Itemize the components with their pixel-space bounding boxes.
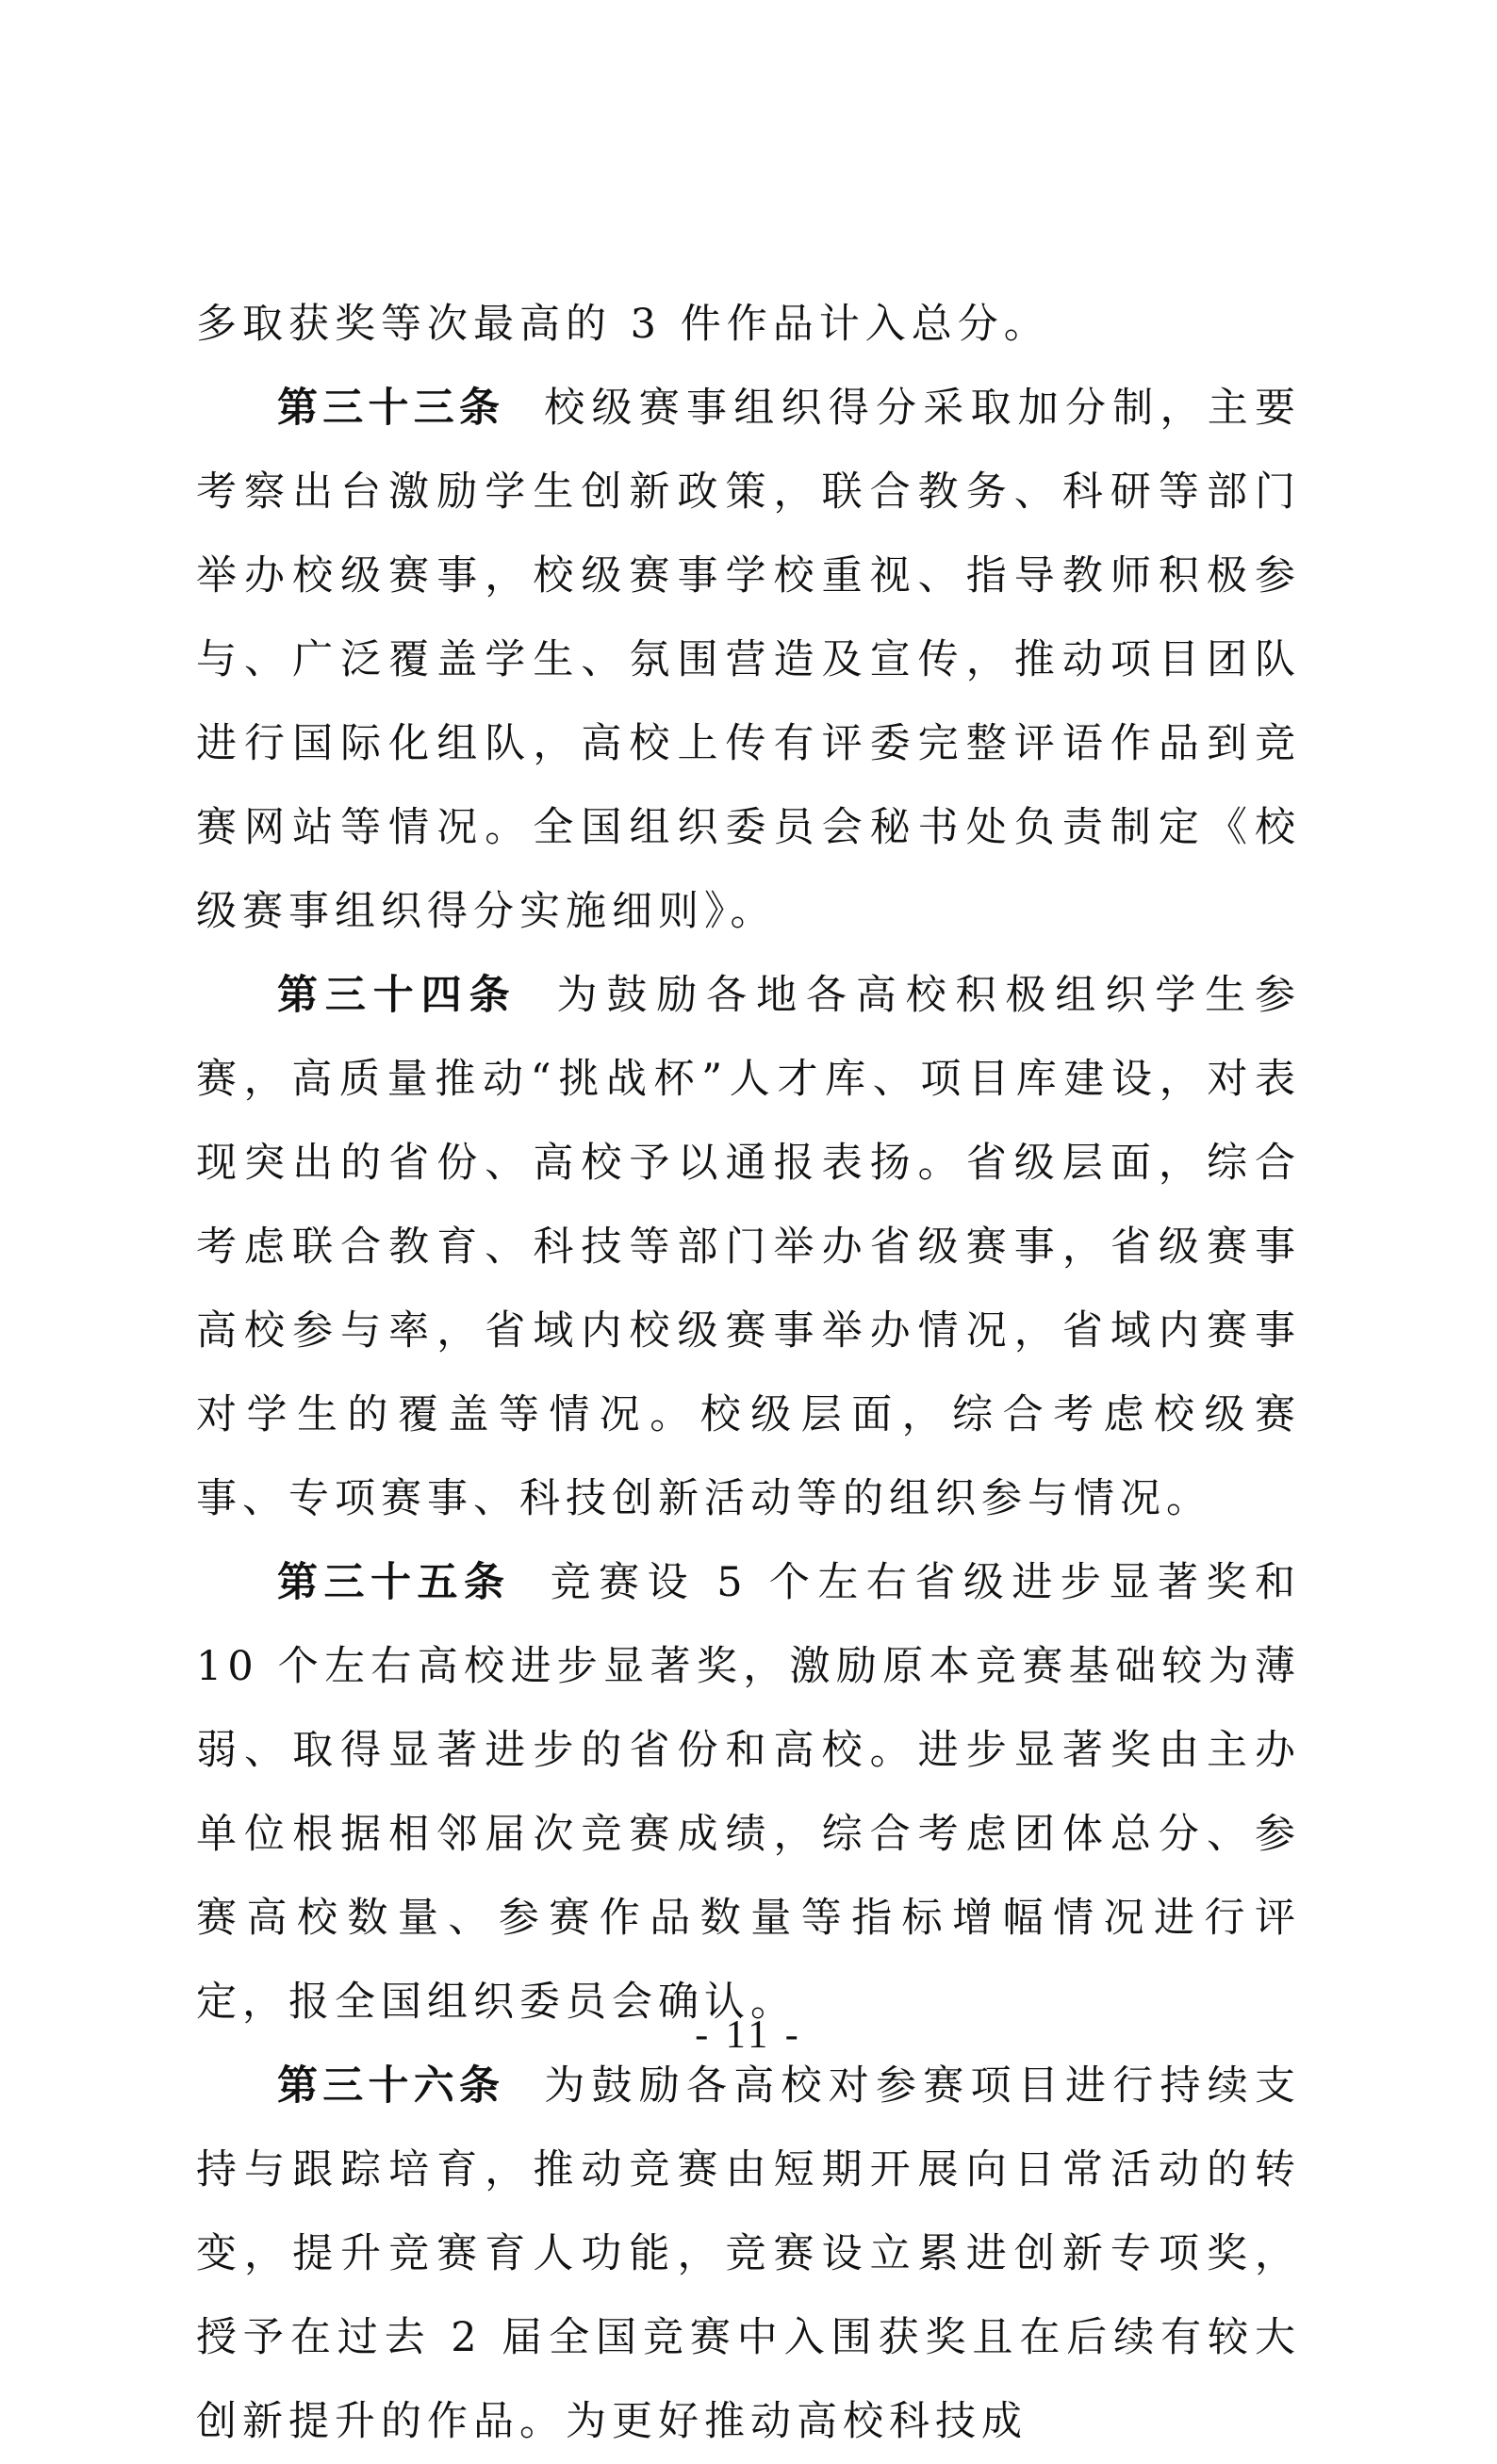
paragraph-text: 为鼓励各高校对参赛项目进行持续支持与跟踪培育，推动竞赛由短期开展向日常活动的转变，提升竞赛育人功能，竞赛设立累进创新专项奖，授予在过去 2 届全国竞赛中入围获奖且在后续有较大创新提升的作品。为更好推动高校科技成 [196, 2062, 1301, 2445]
article-heading: 第三十三条 [277, 385, 505, 432]
article-heading: 第三十四条 [277, 972, 518, 1019]
paragraph-continuation [196, 283, 1301, 367]
article-heading: 第三十六条 [277, 2062, 505, 2110]
page-number: - 11 - [695, 2013, 802, 2057]
paragraph-text: 竞赛设 5 个左右省级进步显著奖和 10 个左右高校进步显著奖，激励原本竞赛基础较为薄弱、取得显著进步的省份和高校。进步显著奖由主办单位根据相邻届次竞赛成绩，综合考虑团体总分、参赛高校数量、参赛作品数量等指标增幅情况进行评定，报全国组织委员会确认。 [196, 1559, 1301, 2026]
paragraph-text: 校级赛事组织得分采取加分制，主要考察出台激励学生创新政策，联合教务、科研等部门举办校级赛事，校级赛事学校重视、指导教师积极参与、广泛覆盖学生、氛围营造及宣传，推动项目团队进行国际化组队，高校上传有评委完整评语作品到竞赛网站等情况。全国组织委员会秘书处负责制定《校级赛事组织得分实施细则》。 [196, 385, 1301, 935]
paragraph-text: 多取获奖等次最高的 3 件作品计入总分。 [196, 301, 1050, 348]
article-35 [196, 1541, 1301, 2045]
paragraph-text: 为鼓励各地各高校积极组织学生参赛，高质量推动“挑战杯”人才库、项目库建设，对表现突出的省份、高校予以通报表扬。省级层面，综合考虑联合教育、科技等部门举办省级赛事，省级赛事高校参与率，省域内校级赛事举办情况，省域内赛事对学生的覆盖等情况。校级层面，综合考虑校级赛事、专项赛事、科技创新活动等的组织参与情况。 [196, 972, 1302, 1522]
article-heading: 第三十五条 [277, 1559, 511, 1606]
article-33 [196, 367, 1301, 954]
document-body [196, 283, 1301, 2464]
article-34 [196, 954, 1301, 1541]
article-36 [196, 2045, 1301, 2464]
